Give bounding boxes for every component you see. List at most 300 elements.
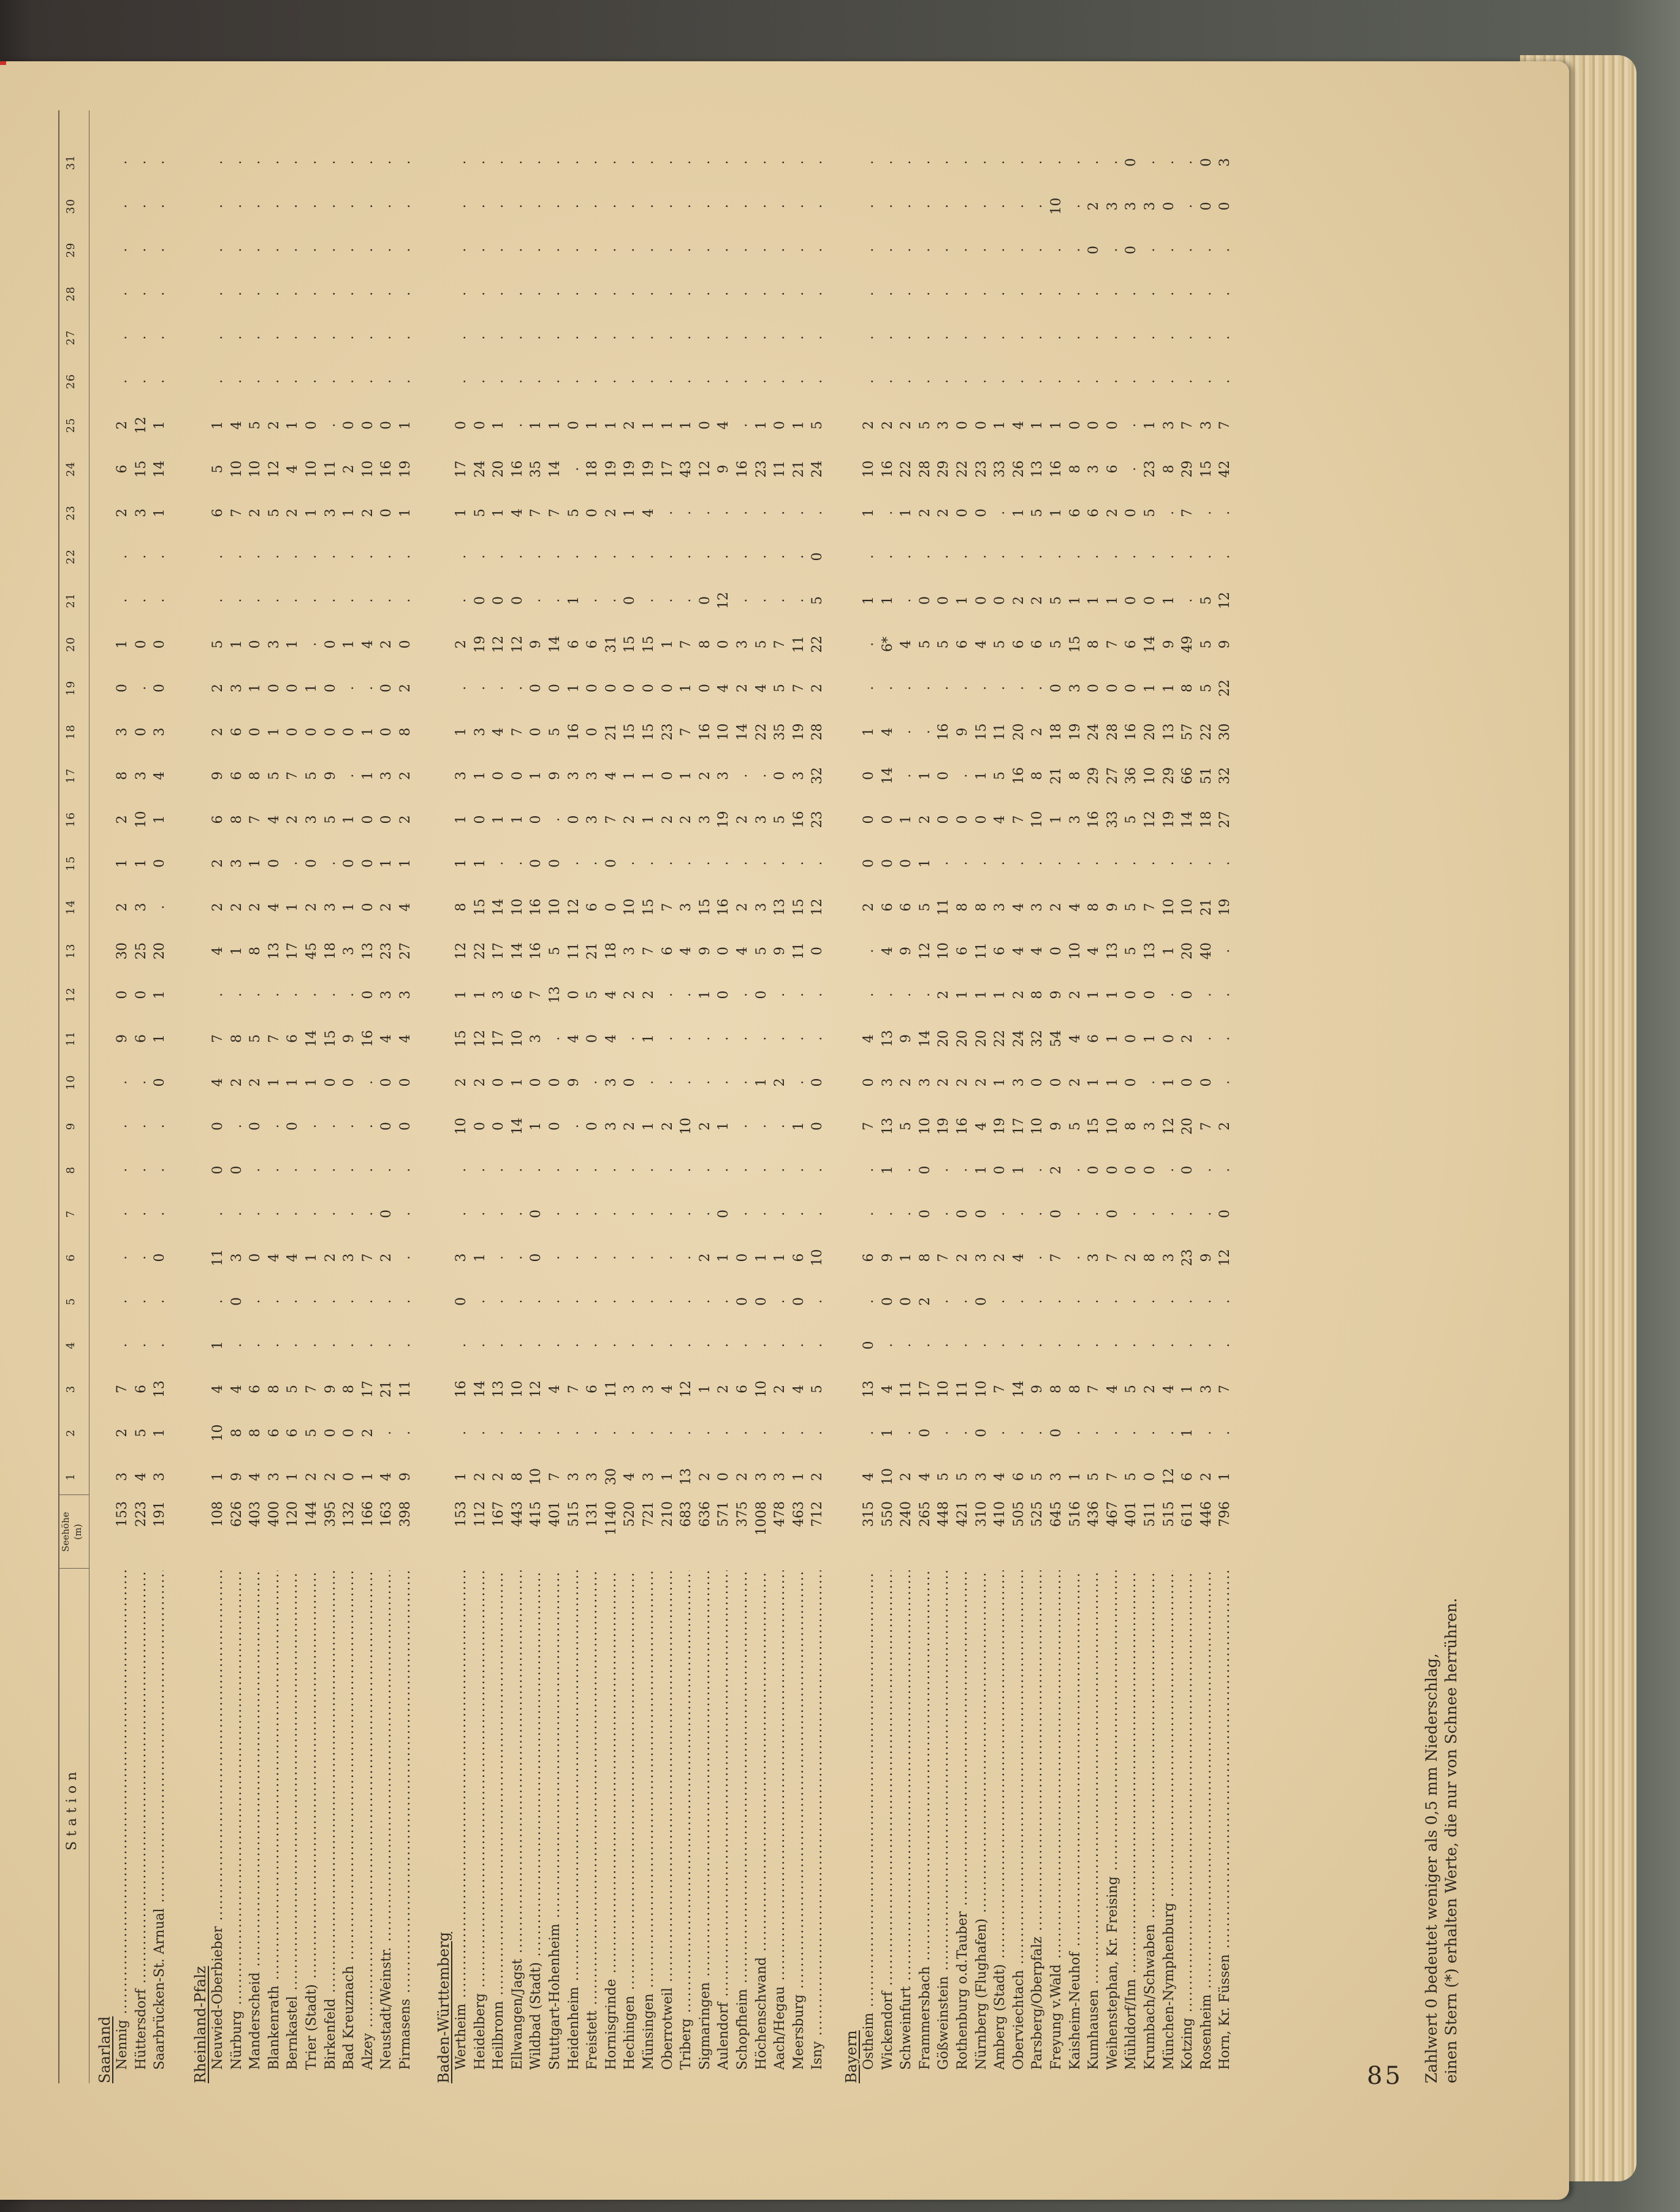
precip-cell: .	[1161, 555, 1177, 559]
precip-cell: 5	[472, 509, 488, 517]
precip-cell: 1	[285, 1472, 301, 1481]
precip-cell: 3	[1198, 1385, 1214, 1393]
precip-cell: .	[1217, 335, 1233, 340]
precip-cell: 4	[1067, 1034, 1083, 1043]
group-title: Rheinland-Pfalz	[192, 1966, 209, 2083]
precip-cell: 0	[1086, 421, 1102, 430]
precip-cell: 11	[899, 1381, 914, 1398]
precip-cell: .	[861, 160, 876, 165]
precip-cell: 8	[1049, 1385, 1064, 1393]
precip-cell: .	[936, 861, 952, 866]
precip-cell: .	[1086, 379, 1102, 384]
precip-cell: .	[360, 160, 376, 165]
precip-cell: 3	[936, 421, 952, 430]
station-height: 167	[491, 1501, 507, 1527]
precip-cell: .	[880, 160, 895, 165]
station-name: Isny .....	[810, 1570, 825, 2070]
station-row	[1199, 110, 1217, 2083]
precip-cell: 16	[735, 460, 750, 478]
precip-cell: .	[491, 1343, 507, 1347]
precip-cell: .	[210, 1211, 226, 1216]
station-height: 410	[992, 1501, 1008, 1527]
precip-cell: 8	[248, 1428, 264, 1437]
precip-cell: .	[322, 160, 338, 165]
precip-cell: .	[360, 598, 376, 603]
station-row	[880, 110, 899, 2083]
precip-cell: .	[341, 1343, 357, 1347]
station-row	[861, 110, 880, 2083]
precip-cell: 0	[1086, 1165, 1102, 1175]
station-row	[454, 110, 472, 2083]
precip-cell: 3	[1067, 815, 1083, 824]
precip-cell: 3	[115, 727, 130, 737]
precip-cell: 5	[1123, 815, 1139, 824]
precip-cell: .	[603, 598, 619, 603]
precip-cell: .	[772, 335, 788, 340]
precip-cell: 6	[566, 640, 582, 649]
precip-cell: 3	[1049, 1472, 1064, 1481]
precip-cell: 1	[454, 990, 469, 999]
precip-cell: 2	[1011, 596, 1027, 605]
precip-cell: .	[936, 292, 952, 296]
station-name: Hüttersdorf .....	[134, 1570, 149, 2070]
station-row	[134, 110, 152, 2083]
precip-cell: 3	[1217, 158, 1233, 167]
precip-cell: 9	[1104, 903, 1120, 912]
precip-cell: .	[973, 555, 989, 559]
precip-cell: .	[304, 1343, 319, 1347]
precip-cell: 4	[566, 1034, 582, 1043]
precip-cell: 3	[566, 1472, 582, 1481]
precip-cell: .	[936, 248, 952, 252]
precip-cell: .	[585, 335, 601, 340]
precip-cell: .	[472, 292, 488, 296]
precip-cell: .	[1086, 555, 1102, 559]
precip-cell: .	[210, 598, 226, 603]
precip-cell: 1	[753, 1078, 769, 1087]
precip-cell: .	[992, 1431, 1008, 1435]
precip-cell: 2	[917, 815, 933, 824]
precip-cell: .	[791, 379, 807, 384]
precip-cell: 13	[861, 1381, 876, 1398]
precip-cell: .	[1217, 1431, 1233, 1435]
precip-cell: .	[566, 379, 582, 384]
station-name: Kotzing .....	[1180, 1570, 1195, 2070]
precip-cell: 1	[973, 990, 989, 999]
station-name: Amberg (Stadt) .....	[992, 1570, 1008, 2070]
precip-cell: .	[1198, 1431, 1214, 1435]
precip-cell: 23	[753, 460, 769, 478]
precip-cell: .	[603, 1343, 619, 1347]
precip-cell: .	[659, 1299, 675, 1304]
precip-cell: 13	[678, 1468, 694, 1485]
precip-cell: .	[266, 204, 282, 208]
precip-cell: .	[697, 1168, 713, 1172]
precip-cell: 3	[266, 640, 282, 649]
precip-cell: .	[528, 1299, 544, 1304]
precip-cell: 3	[973, 1253, 989, 1262]
precip-cell: .	[1049, 1343, 1064, 1347]
precip-cell: 4	[603, 1034, 619, 1043]
precip-cell: .	[1086, 292, 1102, 296]
station-row	[1123, 110, 1142, 2083]
precip-cell: 1	[285, 1078, 301, 1087]
precip-cell: .	[659, 160, 675, 165]
precip-cell: 0	[454, 421, 469, 430]
precip-cell: .	[697, 1299, 713, 1304]
precip-cell: 4	[210, 1078, 226, 1087]
precip-cell: 3	[1142, 202, 1158, 211]
precip-cell: .	[1011, 379, 1027, 384]
precip-cell: 4	[266, 1253, 282, 1262]
precip-cell: 5	[1123, 947, 1139, 955]
precip-cell: 8	[1030, 771, 1046, 780]
precip-cell: 7	[115, 1385, 130, 1393]
precip-cell: 5	[772, 684, 788, 692]
precip-cell: 6	[861, 1253, 876, 1262]
precip-cell: .	[716, 335, 732, 340]
precip-cell: 3	[341, 947, 357, 955]
day-column-header: 6	[64, 1254, 77, 1262]
precip-cell: .	[1123, 1343, 1139, 1347]
precip-cell: .	[810, 292, 826, 296]
precip-cell: .	[917, 248, 933, 252]
precip-cell: 12	[917, 942, 933, 960]
precip-cell: .	[622, 555, 638, 559]
precip-cell: 6	[133, 1034, 149, 1043]
precip-cell: .	[248, 160, 264, 165]
precip-cell: 0	[398, 1078, 413, 1087]
precip-cell: .	[791, 1080, 807, 1085]
precip-cell: .	[753, 204, 769, 208]
precip-cell: .	[566, 160, 582, 165]
precip-cell: .	[285, 335, 301, 340]
precip-cell: 0	[1030, 1078, 1046, 1087]
precip-cell: .	[248, 204, 264, 208]
station-row	[735, 110, 753, 2083]
precip-cell: 0	[547, 1078, 563, 1087]
precip-cell: .	[210, 555, 226, 559]
precip-cell: 4	[229, 421, 245, 430]
precip-cell: .	[1123, 1431, 1139, 1435]
precip-cell: .	[1161, 160, 1177, 165]
precip-cell: 1	[1030, 421, 1046, 430]
precip-cell: 10	[1067, 942, 1083, 960]
precip-cell: 0	[1123, 596, 1139, 605]
precip-cell: .	[509, 1211, 525, 1216]
precip-cell: 0	[753, 990, 769, 999]
station-row	[772, 110, 791, 2083]
precip-cell: 4	[716, 421, 732, 430]
precip-cell: 0	[1123, 1034, 1139, 1043]
precip-cell: 9	[115, 1034, 130, 1043]
precip-cell: .	[398, 204, 413, 208]
precip-cell: 0	[1198, 1078, 1214, 1087]
precip-cell: .	[472, 379, 488, 384]
precip-cell: 7	[603, 815, 619, 824]
precip-cell: 15	[133, 460, 149, 478]
precip-cell: .	[1067, 160, 1083, 165]
precip-cell: 0	[697, 596, 713, 605]
precip-cell: .	[1086, 1299, 1102, 1304]
precip-cell: 1	[509, 1078, 525, 1087]
precip-cell: .	[1198, 248, 1214, 252]
precip-cell: 1	[880, 1428, 895, 1437]
precip-cell: .	[248, 1343, 264, 1347]
precip-cell: 12	[697, 460, 713, 478]
precip-cell: 13	[772, 898, 788, 916]
precip-cell: .	[810, 204, 826, 208]
precip-cell: .	[341, 335, 357, 340]
precip-cell: .	[955, 335, 970, 340]
station-row	[791, 110, 810, 2083]
precip-cell: .	[1161, 1211, 1177, 1216]
precip-cell: .	[210, 204, 226, 208]
precip-cell: 9	[1049, 990, 1064, 999]
precip-cell: 9	[1161, 640, 1177, 649]
precip-cell: 20	[1180, 1118, 1196, 1135]
precip-cell: .	[1161, 861, 1177, 866]
station-row	[955, 110, 973, 2083]
precip-cell: 1	[285, 903, 301, 912]
precip-cell: 6	[791, 1253, 807, 1262]
precip-cell: 5	[1030, 509, 1046, 517]
precip-cell: .	[791, 993, 807, 997]
precip-cell: .	[472, 1299, 488, 1304]
precip-cell: 4	[266, 903, 282, 912]
precip-cell: .	[547, 335, 563, 340]
precip-cell: .	[697, 1080, 713, 1085]
precip-cell: 1	[152, 509, 168, 517]
precip-cell: 1	[454, 509, 469, 517]
station-height: 421	[955, 1501, 970, 1527]
precip-cell: 0	[152, 1078, 168, 1087]
precip-cell: 10	[304, 460, 319, 478]
precip-cell: .	[1180, 204, 1196, 208]
precip-cell: .	[791, 1211, 807, 1216]
station-name: Wickendorf .....	[880, 1570, 895, 2070]
precip-cell: .	[678, 292, 694, 296]
station-height: 1140	[603, 1501, 619, 1536]
precip-cell: 2	[861, 903, 876, 912]
precip-cell: 0	[992, 1165, 1008, 1175]
precip-cell: 10	[509, 1030, 525, 1047]
precip-cell: 23	[659, 723, 675, 741]
precip-cell: 21	[791, 460, 807, 478]
precip-cell: 4	[547, 1385, 563, 1393]
precip-cell: .	[547, 1036, 563, 1041]
precip-cell: 6	[880, 903, 895, 912]
precip-cell: 5	[899, 1122, 914, 1131]
precip-cell: 5	[810, 1385, 826, 1393]
precip-cell: .	[454, 598, 469, 603]
precip-cell: 2	[697, 771, 713, 780]
precip-cell: 0	[1161, 1034, 1177, 1043]
precip-cell: 14	[509, 1118, 525, 1135]
precip-cell: 14	[1011, 1381, 1027, 1398]
precip-cell: 11	[973, 942, 989, 960]
precip-cell: 14	[509, 942, 525, 960]
precip-cell: .	[659, 1343, 675, 1347]
precip-cell: 0	[1086, 684, 1102, 692]
station-height: 550	[880, 1501, 895, 1527]
precip-cell: .	[622, 1168, 638, 1172]
station-name: Kaisheim-Neuhof .....	[1068, 1570, 1083, 2070]
precip-cell: 0	[917, 1428, 933, 1437]
precip-cell: .	[248, 1211, 264, 1216]
precip-cell: .	[973, 861, 989, 866]
precip-cell: .	[266, 1343, 282, 1347]
precip-cell: 2	[622, 815, 638, 824]
precip-cell: .	[1030, 1431, 1046, 1435]
station-row	[510, 110, 528, 2083]
precip-cell: .	[1030, 1343, 1046, 1347]
precip-cell: 0	[509, 771, 525, 780]
station-name: Schopfheim .....	[735, 1570, 750, 2070]
precip-cell: 31	[603, 635, 619, 653]
precip-cell: 1	[678, 421, 694, 430]
precip-cell: .	[304, 1168, 319, 1172]
precip-cell: 14	[880, 767, 895, 784]
precip-cell: 0	[341, 859, 357, 868]
precip-cell: .	[379, 160, 395, 165]
station-name: Neustadt/Weinstr. .....	[379, 1570, 394, 2070]
precip-cell: 2	[266, 421, 282, 430]
precip-cell: 1	[1049, 421, 1064, 430]
precip-cell: .	[152, 1124, 168, 1129]
precip-cell: 9	[697, 947, 713, 955]
precip-cell: 3	[454, 1253, 469, 1262]
day-column-header: 27	[64, 330, 77, 346]
precip-cell: .	[880, 248, 895, 252]
precip-cell: .	[659, 993, 675, 997]
precip-cell: 1	[917, 859, 933, 868]
precip-cell: 11	[210, 1249, 226, 1267]
precip-cell: 11	[566, 942, 582, 960]
precip-cell: 0	[917, 596, 933, 605]
precip-cell: 1	[861, 596, 876, 605]
precip-cell: 3	[304, 815, 319, 824]
precip-cell: .	[266, 160, 282, 165]
precip-cell: 0	[1123, 1078, 1139, 1087]
precip-cell: .	[210, 993, 226, 997]
precip-cell: 5	[285, 1385, 301, 1393]
station-height: 210	[659, 1501, 675, 1527]
precip-cell: .	[955, 773, 970, 778]
precip-cell: .	[936, 1299, 952, 1304]
precip-cell: 9	[547, 771, 563, 780]
precip-cell: 1	[360, 727, 376, 737]
precip-cell: 3	[678, 903, 694, 912]
precip-cell: .	[566, 861, 582, 866]
station-height: 525	[1030, 1501, 1046, 1527]
precip-cell: .	[973, 379, 989, 384]
precip-cell: 2	[810, 1472, 826, 1481]
precip-cell: 13	[880, 1030, 895, 1047]
precip-cell: .	[528, 379, 544, 384]
precip-cell: .	[697, 335, 713, 340]
precip-cell: 10	[810, 1249, 826, 1267]
precip-cell: 9	[955, 727, 970, 737]
precip-cell: 2	[115, 509, 130, 517]
precip-cell: 8	[1180, 684, 1196, 692]
precip-cell: 24	[1011, 1030, 1027, 1047]
precip-cell: 35	[772, 723, 788, 741]
precip-cell: .	[585, 292, 601, 296]
precip-cell: .	[791, 335, 807, 340]
day-column-header: 17	[64, 768, 77, 784]
precip-cell: .	[360, 1299, 376, 1304]
precip-cell: .	[1067, 555, 1083, 559]
precip-cell: 4	[735, 947, 750, 955]
precip-cell: .	[735, 598, 750, 603]
precip-cell: .	[1011, 204, 1027, 208]
precip-cell: 0	[566, 815, 582, 824]
precip-cell: 4	[1067, 903, 1083, 912]
precip-cell: 4	[659, 1385, 675, 1393]
station-name: Alzey .....	[360, 1570, 376, 2070]
precip-cell: 1	[248, 684, 264, 692]
precip-cell: 0	[115, 684, 130, 692]
precip-cell: 49	[1180, 635, 1196, 653]
precip-cell: .	[547, 1211, 563, 1216]
precip-cell: .	[1142, 555, 1158, 559]
precip-cell: .	[641, 555, 656, 559]
precip-cell: .	[1123, 423, 1139, 428]
precip-cell: .	[899, 379, 914, 384]
precip-cell: 0	[152, 1253, 168, 1262]
precip-cell: .	[248, 555, 264, 559]
precip-cell: 15	[1198, 460, 1214, 478]
precip-cell: 3	[973, 1472, 989, 1481]
precip-cell: 1	[716, 1122, 732, 1131]
precip-cell: 29	[936, 460, 952, 478]
precip-cell: 12	[716, 592, 732, 609]
precip-cell: 0	[622, 684, 638, 692]
precip-cell: .	[472, 335, 488, 340]
precip-cell: 14	[304, 1030, 319, 1047]
precip-cell: .	[509, 1299, 525, 1304]
station-name: Meersburg .....	[791, 1570, 807, 2070]
precip-cell: .	[955, 1343, 970, 1347]
precip-cell: 5	[992, 771, 1008, 780]
station-row	[304, 110, 322, 2083]
precip-cell: .	[659, 1080, 675, 1085]
precip-cell: .	[509, 423, 525, 428]
precip-cell: .	[936, 1431, 952, 1435]
precip-cell: .	[528, 292, 544, 296]
precip-cell: 5	[1086, 1472, 1102, 1481]
precip-cell: 2	[899, 421, 914, 430]
day-column-header: 13	[64, 943, 77, 959]
precip-cell: 1	[992, 1078, 1008, 1087]
precip-cell: 6*	[880, 637, 895, 652]
precip-cell: 2	[491, 1472, 507, 1481]
precip-cell: .	[454, 1168, 469, 1172]
precip-cell: .	[566, 335, 582, 340]
precip-cell: .	[566, 467, 582, 471]
day-column-header: 24	[64, 461, 77, 477]
precip-cell: 0	[659, 771, 675, 780]
precip-cell: 1	[360, 771, 376, 780]
precip-cell: 0	[528, 684, 544, 692]
precip-cell: 0	[1161, 202, 1177, 211]
precip-cell: .	[880, 335, 895, 340]
precip-cell: 3	[322, 903, 338, 912]
precip-cell: 3	[603, 1078, 619, 1087]
station-height: 571	[716, 1501, 732, 1527]
station-height: 166	[360, 1501, 376, 1527]
